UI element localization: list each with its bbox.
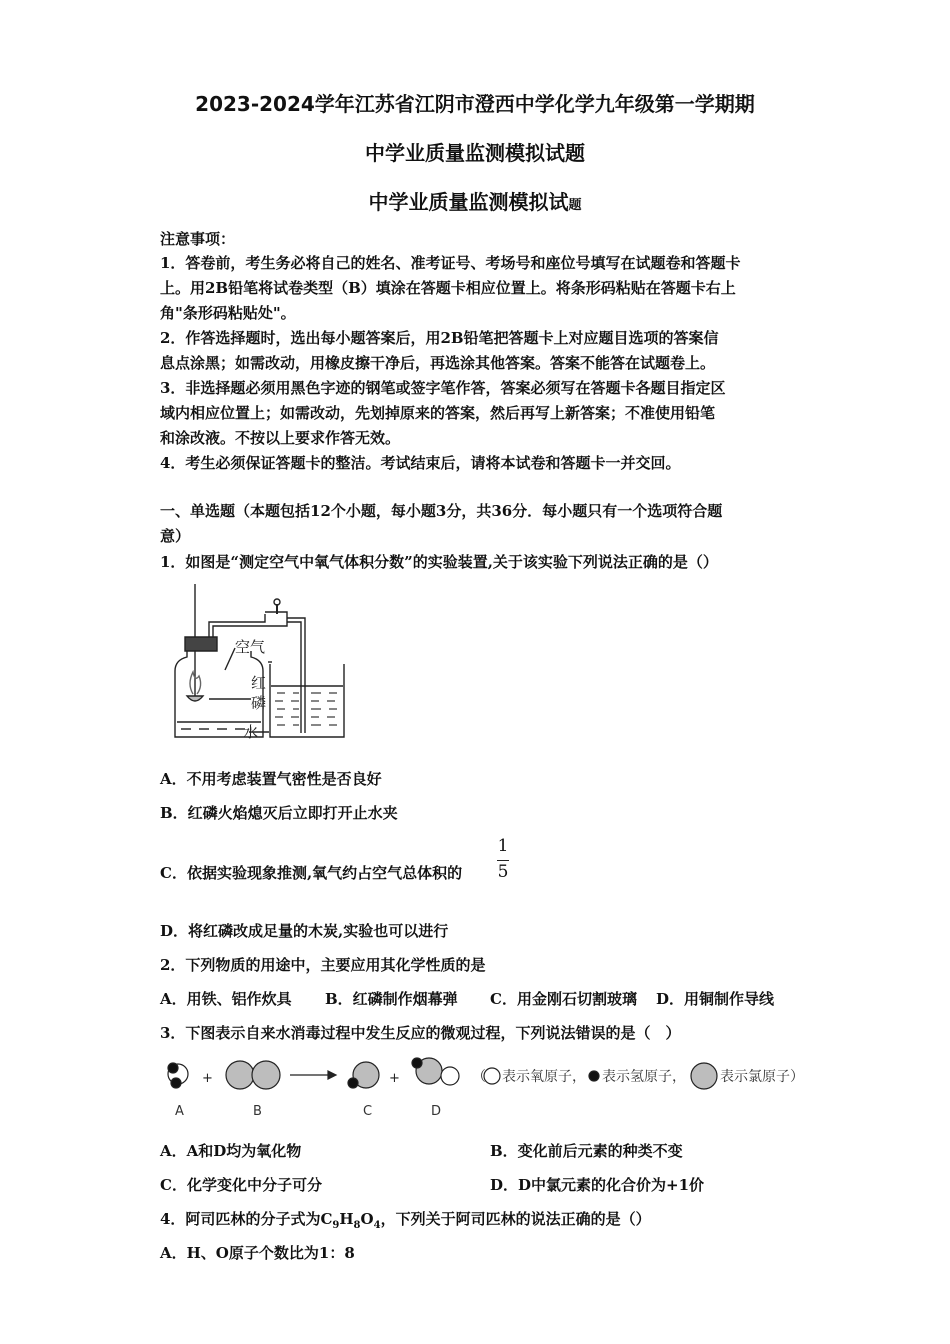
q2-option-c: C．用金刚石切割玻璃 (490, 990, 637, 1008)
molecule-label-b: B (253, 1104, 262, 1119)
q4-sub-4: 4 (373, 1220, 381, 1231)
notice-line: 3．非选择题必须用黑色字迹的钢笔或签字笔作答，答案必须写在答题卡各题目指定区 (160, 379, 726, 397)
fraction-denominator: 5 (497, 862, 509, 882)
q1-option-c: C．依据实验现象推测,氧气约占空气总体积的 (160, 864, 463, 882)
notice-line: 角"条形码粘贴处"。 (160, 304, 296, 322)
figure-label-phos: 磷 (251, 694, 267, 712)
q3-option-d: D．D中氯元素的化合价为+1价 (490, 1176, 705, 1194)
legend-hydrogen: 表示氢原子， (602, 1069, 686, 1085)
q3-option-b: B．变化前后元素的种类不变 (490, 1142, 683, 1160)
q2-stem: 2．下列物质的用途中，主要应用其化学性质的是 (160, 956, 486, 974)
molecule-label-a: A (175, 1104, 184, 1119)
legend-open-paren: （ (472, 1069, 486, 1085)
q4-option-a: A．H、O原子个数比为1：8 (160, 1244, 355, 1262)
section-heading-line1: 一、单选题（本题包括12个小题，每小题3分，共36分．每小题只有一个选项符合题 (160, 502, 723, 520)
q4-mid-o: O (360, 1210, 374, 1228)
q2-option-b: B．红磷制作烟幕弹 (325, 990, 458, 1008)
fraction-one-fifth (494, 836, 512, 882)
molecule-label-c: C (363, 1104, 373, 1119)
q4-mid-h: H (339, 1210, 354, 1228)
q2-option-d: D．用铜制作导线 (656, 990, 775, 1008)
q3-reaction-figure (160, 1052, 820, 1122)
figure-label-water: 水 (243, 723, 259, 741)
notice-line: 和涂改液。不按以上要求作答无效。 (160, 429, 401, 447)
section-heading-line2: 意） (160, 527, 191, 545)
q1-apparatus-figure (165, 582, 350, 744)
q3-option-c: C．化学变化中分子可分 (160, 1176, 322, 1194)
legend-chlorine: 表示氯原子） (720, 1069, 804, 1085)
q4-stem (160, 1208, 651, 1231)
q4-stem-pre: 4．阿司匹林的分子式为C (160, 1210, 333, 1228)
q2-option-a: A．用铁、铝作炊具 (160, 990, 292, 1008)
q4-sub-8: 8 (353, 1220, 361, 1231)
legend-oxygen: 表示氧原子， (502, 1069, 586, 1085)
notice-line: 4．考生必须保证答题卡的整洁。考试结束后，请将本试卷和答题卡一并交回。 (160, 454, 681, 472)
notice-heading: 注意事项： (160, 230, 236, 248)
q4-stem-post: ，下列关于阿司匹林的说法正确的是（） (380, 1210, 651, 1228)
exam-title-line2: 中学业质量监测模拟试题 (365, 141, 585, 165)
title-line3-main: 中学业质量监测模拟试 (368, 190, 569, 214)
plus-sign-2: + (389, 1071, 400, 1086)
plus-sign-1: + (202, 1071, 213, 1086)
q1-option-d: D．将红磷改成足量的木炭,实验也可以进行 (160, 922, 449, 940)
notice-line: 上。用2B铅笔将试卷类型（B）填涂在答题卡相应位置上。将条形码粘贴在答题卡右上 (160, 279, 736, 297)
q3-option-a: A．A和D均为氧化物 (160, 1142, 302, 1160)
exam-title-line1: 2023-2024学年江苏省江阴市澄西中学化学九年级第一学期期 (195, 92, 755, 116)
q1-option-b: B．红磷火焰熄灭后立即打开止水夹 (160, 804, 398, 822)
q3-stem: 3．下图表示自来水消毒过程中发生反应的微观过程，下列说法错误的是（ ） (160, 1024, 681, 1042)
title-line3-small: 题 (568, 198, 582, 213)
figure-label-red: 红 (251, 674, 267, 692)
q1-option-a: A．不用考虑装置气密性是否良好 (160, 770, 382, 788)
fraction-bar (497, 860, 509, 861)
q4-sub-9: 9 (332, 1220, 340, 1231)
notice-line: 域内相应位置上；如需改动，先划掉原来的答案，然后再写上新答案；不准使用铅笔 (160, 404, 716, 422)
molecule-label-d: D (431, 1104, 442, 1119)
q1-stem: 1．如图是“测定空气中氧气体积分数”的实验装置,关于该实验下列说法正确的是（） (160, 553, 718, 571)
figure-label-air: 空气 (235, 638, 266, 656)
notice-line: 息点涂黑；如需改动，用橡皮擦干净后，再选涂其他答案。答案不能答在试题卷上。 (160, 354, 716, 372)
exam-title-line3 (0, 186, 950, 215)
fraction-numerator: 1 (497, 836, 509, 856)
notice-line: 2．作答选择题时，选出每小题答案后，用2B铅笔把答题卡上对应题目选项的答案信 (160, 329, 719, 347)
notice-line: 1．答卷前，考生务必将自己的姓名、准考证号、考场号和座位号填写在试题卷和答题卡 (160, 254, 741, 272)
